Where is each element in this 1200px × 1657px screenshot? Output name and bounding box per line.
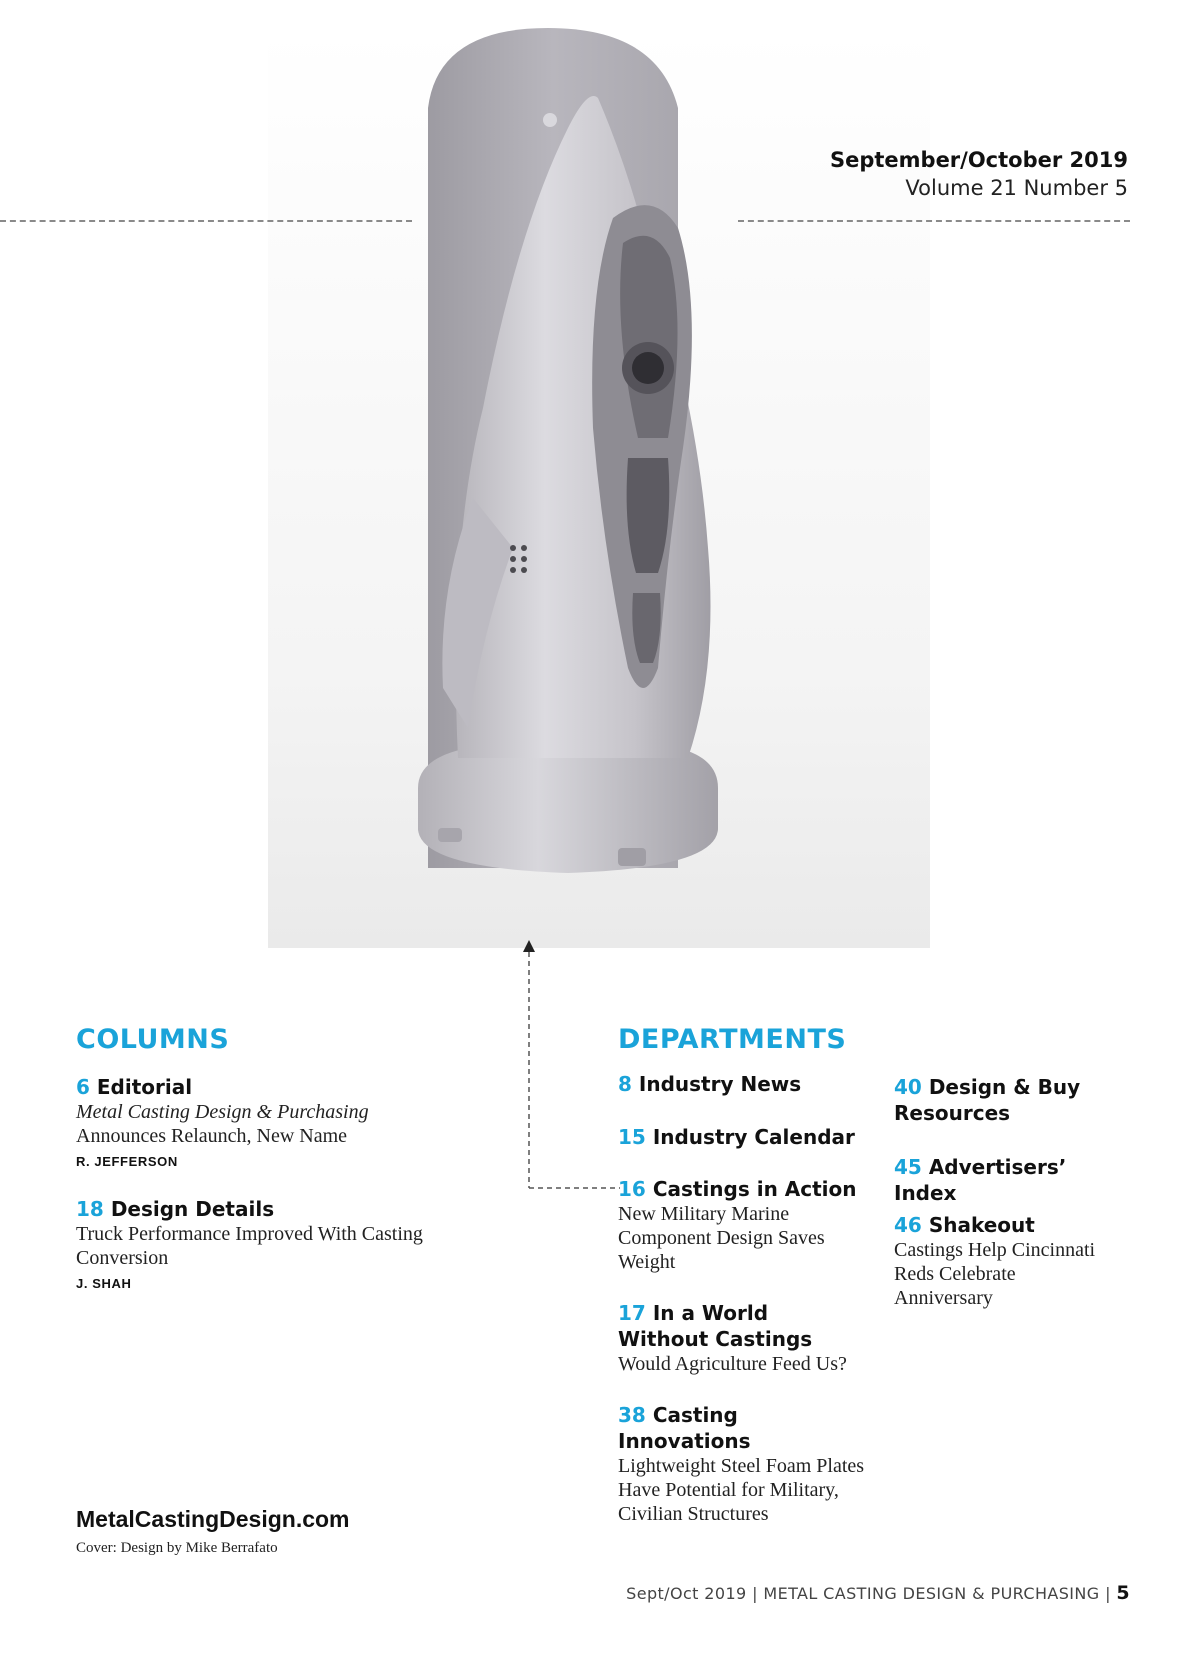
page-number: 40 <box>894 1075 922 1099</box>
website-link[interactable]: MetalCastingDesign.com <box>76 1506 350 1532</box>
item-body: Castings Help Cincinnati Reds Celebrate Anniversary <box>894 1239 1096 1309</box>
department-item-castings-in-action[interactable] <box>618 1176 858 1274</box>
item-title: Shakeout <box>928 1213 1035 1237</box>
page-footer <box>626 1582 1130 1604</box>
byline: R. JEFFERSON <box>76 1154 178 1169</box>
department-item-advertisers-index[interactable] <box>894 1154 1134 1206</box>
arrow-up-icon <box>523 940 535 952</box>
item-title: Design & Buy Resources <box>894 1075 1081 1125</box>
footer-text: Sept/Oct 2019 | METAL CASTING DESIGN & PURCHASING | <box>626 1584 1111 1603</box>
item-body: Announces Relaunch, New Name <box>76 1125 348 1147</box>
cover-credit: Cover: Design by Mike Berrafato <box>76 1540 278 1556</box>
columns-heading: COLUMNS <box>76 1024 230 1055</box>
item-body: Would Agriculture Feed Us? <box>618 1353 847 1375</box>
page-number: 38 <box>618 1403 646 1427</box>
page-number-footer: 5 <box>1116 1582 1130 1604</box>
column-item-editorial[interactable] <box>76 1074 456 1169</box>
divider-right <box>738 220 1130 222</box>
page-number: 16 <box>618 1177 646 1201</box>
page-number: 8 <box>618 1072 632 1096</box>
item-body: Truck Performance Improved With Casting Conversion <box>76 1223 423 1269</box>
page-number: 15 <box>618 1125 646 1149</box>
issue-volume: Volume 21 Number 5 <box>905 176 1128 200</box>
item-title: Advertisers’ Index <box>894 1155 1067 1205</box>
department-item-shakeout[interactable] <box>894 1212 1114 1310</box>
page-number: 46 <box>894 1213 922 1237</box>
column-item-design-details[interactable] <box>76 1196 456 1291</box>
item-title: Castings in Action <box>652 1177 857 1201</box>
department-item-industry-news[interactable] <box>618 1071 878 1097</box>
item-title: Design Details <box>110 1197 275 1221</box>
page-number: 18 <box>76 1197 104 1221</box>
department-item-design-buy-resources[interactable] <box>894 1074 1114 1126</box>
item-title: In a World Without Castings <box>618 1301 813 1351</box>
arrow-connector <box>520 940 630 1200</box>
item-title: Casting Innovations <box>618 1403 751 1453</box>
item-body-italic: Metal Casting Design & Purchasing <box>76 1101 369 1123</box>
issue-info <box>830 148 1128 200</box>
page-number: 6 <box>76 1075 90 1099</box>
department-item-casting-innovations[interactable] <box>618 1402 868 1526</box>
byline: J. SHAH <box>76 1276 132 1291</box>
item-title: Editorial <box>96 1075 193 1099</box>
issue-date: September/October 2019 <box>829 148 1128 172</box>
item-title: Industry Calendar <box>652 1125 855 1149</box>
department-item-world-without-castings[interactable] <box>618 1300 878 1376</box>
page-number: 17 <box>618 1301 646 1325</box>
item-title: Industry News <box>638 1072 802 1096</box>
department-item-industry-calendar[interactable] <box>618 1124 878 1150</box>
page-number: 45 <box>894 1155 922 1179</box>
item-body: Lightweight Steel Foam Plates Have Potential for Military, Civilian Structures <box>618 1455 865 1525</box>
divider-left <box>0 220 412 222</box>
item-body: New Military Marine Component Design Saves Weight <box>618 1203 825 1273</box>
departments-heading: DEPARTMENTS <box>618 1024 847 1055</box>
